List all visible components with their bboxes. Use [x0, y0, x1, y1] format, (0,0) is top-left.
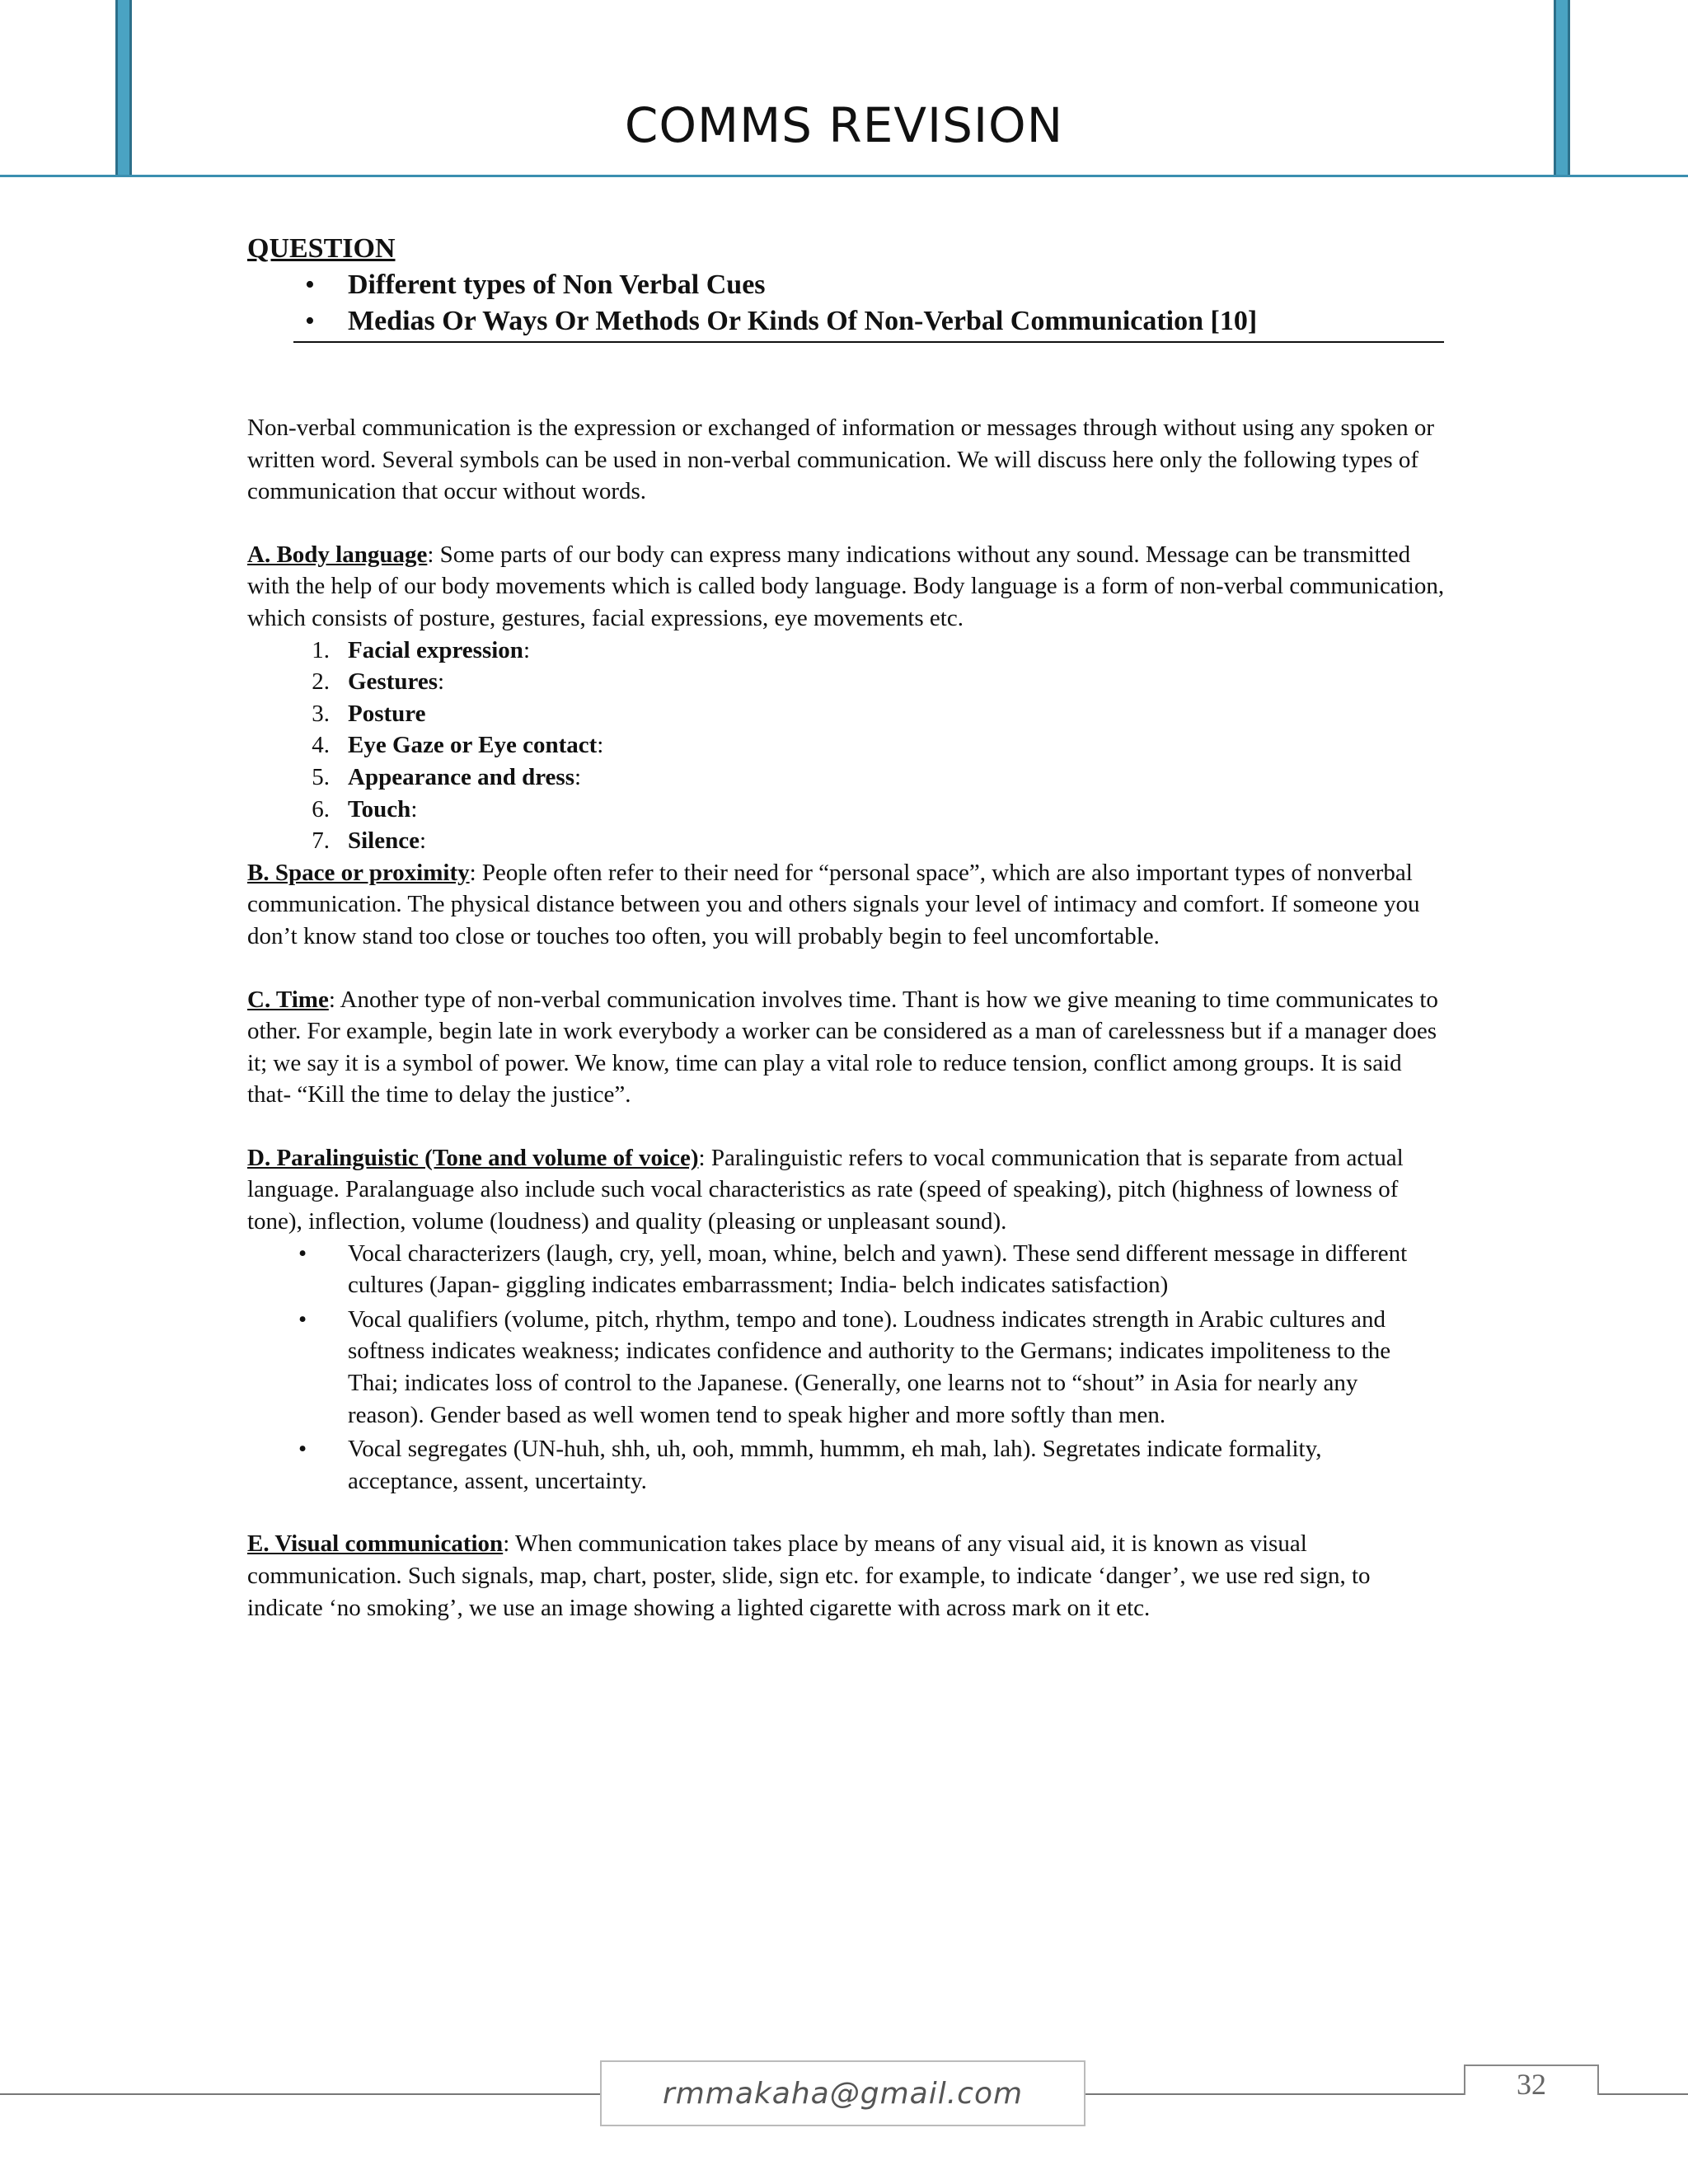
- section-text: : Another type of non-verbal communication involves time. Thant is how we give meaning to time communicates to other. For example, begin late in work everybody a worker can be considered as a man of carelessness but if a manager does it; we say it is a symbol of power. We know, time can play a vital role to reduce tension, conflict among groups. It is said that- “Kill the time to delay the justice”.: [247, 986, 1438, 1108]
- section-text: : Paralinguistic refers to vocal communication that is separate from actual language. Paralanguage also include such vocal characteristics as rate (speed of speaking), pitch (highness of lowness of tone), inflection, volume (loudness) and quality (pleasing or unpleasant sound).: [247, 1144, 1404, 1235]
- item-number: 6.: [312, 795, 330, 823]
- item-label: Posture: [348, 700, 426, 727]
- item-suffix: :: [438, 668, 445, 696]
- section-label: E. Visual communication: [247, 1530, 504, 1558]
- section-label: D. Paralinguistic (Tone and volume of voice): [247, 1144, 699, 1171]
- footer-email-box: [600, 2060, 1085, 2126]
- list-item: • Vocal characterizers (laugh, cry, yell, moan, whine, belch and yawn). These send different message in different cultures (Japan- giggling indicates embarrassment; India- belch indicates satisfaction): [247, 1238, 1447, 1301]
- item-label: Appearance and dress: [348, 763, 574, 790]
- item-number: 5.: [312, 763, 330, 790]
- item-label: Eye Gaze or Eye contact: [348, 732, 598, 759]
- list-item: [247, 825, 1447, 857]
- page-content: [247, 231, 1447, 1624]
- item-number: 7.: [312, 827, 330, 855]
- page-title: COMMS REVISION: [624, 97, 1064, 153]
- section-paralinguistic: [247, 1142, 1447, 1238]
- list-item: • Vocal qualifiers (volume, pitch, rhythm, tempo and tone). Loudness indicates strength in Arabic cultures and softness indicates weakness; indicates confidence and authority to the Germans; indicates impoliteness to the Thai; indicates loss of control to the Japanese. (Generally, one learns not to “shout” in Asia for nearly any reason). Gender based as well women tend to speak higher and more softly than men.: [247, 1304, 1447, 1431]
- item-label: Gestures: [348, 668, 438, 696]
- list-item: [247, 666, 1447, 698]
- section-text: : Some parts of our body can express many indications without any sound. Message can be transmitted with the help of our body movements which is called body language. Body language is a form of non-verbal communication, which consists of posture, gestures, facial expressions, eye movements etc.: [247, 541, 1445, 631]
- item-number: 2.: [312, 668, 330, 696]
- section-space: [247, 857, 1447, 953]
- list-item: [247, 729, 1447, 762]
- item-number: 4.: [312, 732, 330, 759]
- section-label: B. Space or proximity: [247, 859, 470, 886]
- item-label: Touch: [348, 795, 411, 823]
- question-rule: [293, 341, 1444, 343]
- question-item: • Different types of Non Verbal Cues: [293, 267, 1447, 303]
- item-number: 3.: [312, 700, 330, 727]
- question-list: [247, 267, 1447, 340]
- intro-paragraph: Non-verbal communication is the expression or exchanged of information or messages through without using any spoken or written word. Several symbols can be used in non-verbal communication. We will discuss here only the following types of communication that occur without words.: [247, 415, 1435, 505]
- body-language-list: [247, 635, 1447, 857]
- page-number: 32: [1517, 2068, 1546, 2101]
- paralinguistic-list: [247, 1238, 1447, 1497]
- section-label: C. Time: [247, 986, 329, 1013]
- item-number: 1.: [312, 636, 330, 663]
- section-time: [247, 984, 1447, 1111]
- list-item: [247, 794, 1447, 826]
- item-suffix: :: [574, 763, 582, 790]
- section-text: : When communication takes place by means of any visual aid, it is known as visual communication. Such signals, map, chart, poster, slide, sign etc. for example, to indicate ‘danger’, we use red sign, to indicate ‘no smoking’, we use an image showing a lighted cigarette with across mark on it etc.: [247, 1530, 1371, 1621]
- item-suffix: :: [410, 795, 418, 823]
- item-suffix: :: [597, 732, 604, 759]
- header-rule: [0, 175, 1688, 177]
- list-item: • Vocal segregates (UN-huh, shh, uh, ooh, mmmh, hummm, eh mah, lah). Segretates indicate formality, acceptance, assent, uncertainty.: [247, 1433, 1447, 1497]
- section-label: A. Body language: [247, 541, 428, 568]
- item-label: Facial expression: [348, 636, 523, 663]
- section-text: : People often refer to their need for “personal space”, which are also important types of nonverbal communication. The physical distance between you and others signals your level of intimacy and comfort. If someone you don’t know stand too close or touches too often, you will probably begin to feel uncomfortable.: [247, 859, 1420, 949]
- list-item: [247, 698, 1447, 730]
- item-suffix: :: [420, 827, 427, 855]
- footer-email: rmmakaha@gmail.com: [662, 2076, 1024, 2111]
- footer-rule-left: [0, 2093, 600, 2095]
- question-item: • Medias Or Ways Or Methods Or Kinds Of Non-Verbal Communication [10]: [293, 303, 1447, 340]
- item-label: Silence: [348, 827, 420, 855]
- section-visual: [247, 1528, 1447, 1624]
- item-suffix: :: [523, 636, 530, 663]
- section-body-language: [247, 539, 1447, 635]
- list-item: [247, 635, 1447, 667]
- list-item: [247, 762, 1447, 794]
- question-heading: QUESTION: [247, 233, 396, 264]
